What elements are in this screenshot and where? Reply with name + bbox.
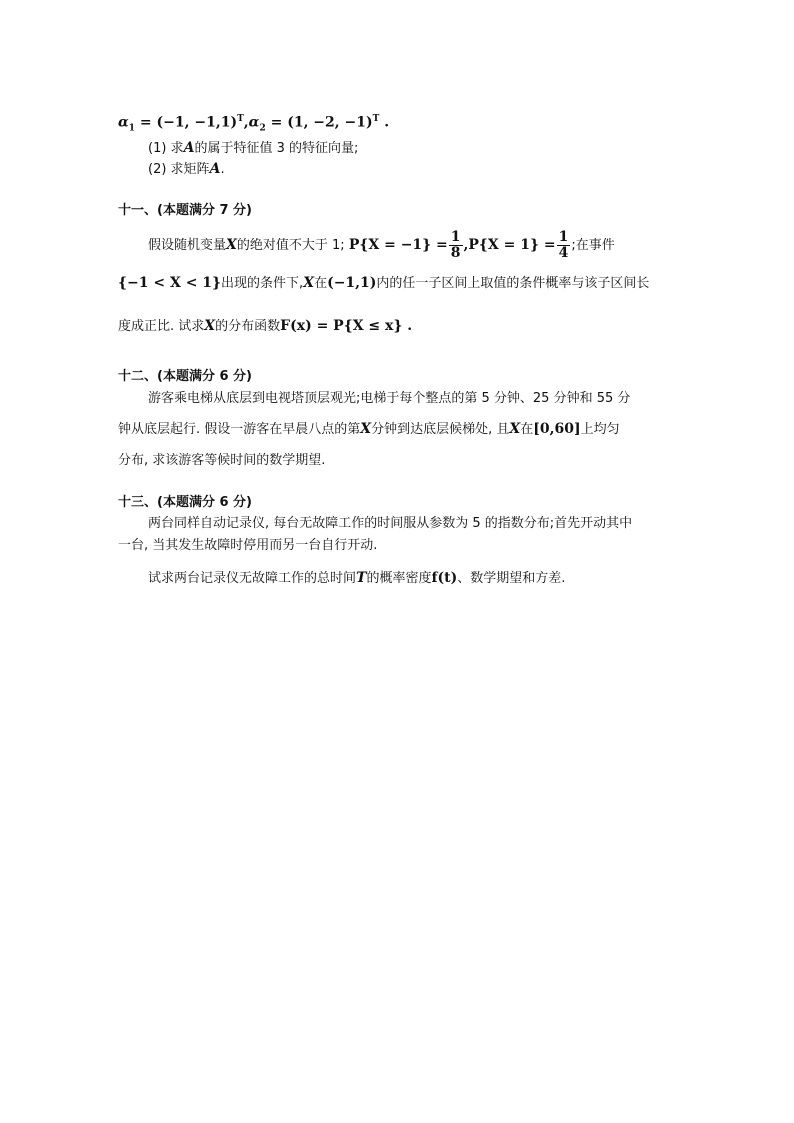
probability-expression: P{X = −1} = [348,237,448,253]
question-text: (2) 求矩阵 [148,162,210,177]
question-text: . [220,162,225,177]
section-12-line-3: 分布, 求该游客等候时间的数学期望. [118,453,326,468]
fraction [557,230,571,261]
variable-x: X [303,275,315,291]
probability-expression: P{X = 1} = [468,237,556,253]
fraction-numerator: 1 [558,229,569,245]
transpose-mark: T [372,114,380,124]
period: . [379,114,390,131]
transpose-mark: T [237,114,244,124]
body-text: 钟从底层起行. 假设一游客在早晨八点的第 [118,422,361,437]
body-text: 的分布函数 [215,319,281,334]
body-text: 在 [520,422,534,437]
period: . [402,318,413,334]
fraction [449,230,463,261]
body-text: 在 [314,276,328,291]
alpha1-value: = (−1, −1,1) [135,114,238,131]
variable-t: T [356,570,367,586]
body-text: 度成正比. 试求 [118,319,205,334]
density-function: f(t) [431,570,458,586]
interval-expression: (−1,1) [327,275,377,291]
body-text: ;在事件 [571,238,615,253]
fraction-numerator: 1 [450,229,461,245]
alpha-subscript: 1 [128,123,136,134]
question-2 [148,160,225,179]
alpha-symbol: α [248,114,260,131]
distribution-function: F(x) = P{X ≤ x} [280,318,403,334]
alpha-symbol: α [118,114,129,131]
variable-x: X [204,318,216,334]
variable-x: X [226,237,237,253]
section-12-line-2 [118,420,620,439]
separator: , [243,114,249,131]
separator: , [463,237,469,253]
event-expression: {−1 < X < 1} [118,275,222,291]
body-text: 、数学期望和方差. [457,571,566,586]
alpha-subscript: 2 [259,123,266,134]
section-13-heading: 十三、(本题满分 6 分) [118,495,252,510]
body-text: 分钟到达底层候梯处, 且 [371,422,510,437]
matrix-variable: A [183,140,195,156]
section-13-line-2: 一台, 当其发生故障时停用而另一台自行开动. [118,538,378,553]
alpha2-value: = (1, −2, −1) [265,114,373,131]
body-text: 内的任一子区间上取值的条件概率与该子区间长 [376,276,650,291]
body-text: 试求两台记录仪无故障工作的总时间 [148,571,357,586]
question-text: 的属于特征值 3 的特征向量; [194,141,359,156]
question-text: (1) 求 [148,141,184,156]
section-13-line-1: 两台同样自动记录仪, 每台无故障工作的时间服从参数为 5 的指数分布;首先开动其中 [148,516,633,531]
matrix-variable: A [209,161,221,177]
section-11-line-3 [118,317,412,336]
body-text: 假设随机变量 [148,238,227,253]
interval-expression: [0,60] [533,421,581,437]
section-12-line-1: 游客乘电梯从底层到电视塔顶层观光;电梯于每个整点的第 5 分钟、25 分钟和 55 分 [148,391,631,406]
eigenvector-line [118,110,389,137]
section-11-line-2 [118,274,649,293]
body-text: 的绝对值不大于 1; [236,238,345,253]
body-text: 上均匀 [580,422,620,437]
section-13-line-3 [148,569,565,588]
section-11-heading: 十一、(本题满分 7 分) [118,203,252,218]
question-1 [148,139,358,158]
section-12-heading: 十二、(本题满分 6 分) [118,369,252,384]
variable-x: X [360,421,372,437]
body-text: 出现的条件下, [221,276,304,291]
fraction-denominator: 8 [450,245,461,261]
section-11-line-1 [148,230,615,261]
variable-x: X [509,421,521,437]
fraction-denominator: 4 [558,245,569,261]
body-text: 的概率密度 [366,571,432,586]
